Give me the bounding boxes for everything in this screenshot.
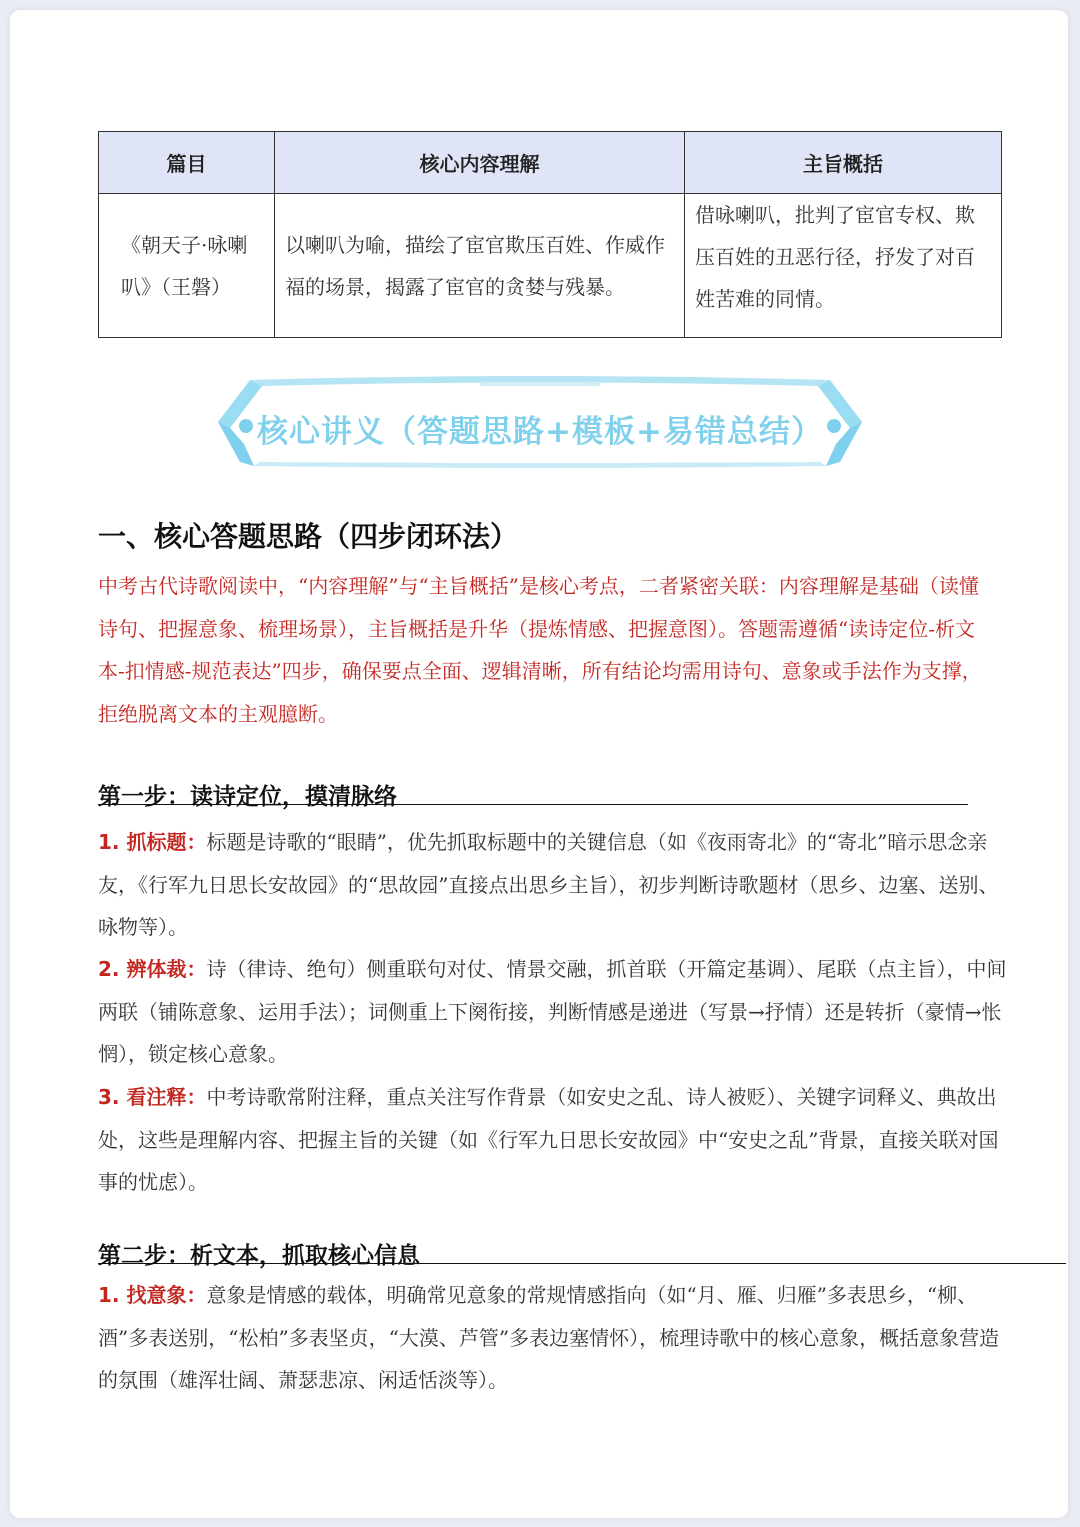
item-text: 中考诗歌常附注释，重点关注写作背景（如安史之乱、诗人被贬）、关键字词释义、典故出处，这些是理解内容、把握主旨的关键（如《行军九日思长安故园》中“安史之乱”背景，直接关联对国事的忧虑）。 (98, 1085, 999, 1194)
step1-underline (98, 804, 968, 805)
table-header-row (99, 132, 1002, 194)
item-label: 3. 看注释： (98, 1085, 207, 1109)
list-item (98, 821, 1010, 949)
item-text: 意象是情感的载体，明确常见意象的常规情感指向（如“月、雁、归雁”多表思乡，“柳、酒”多表送别，“松柏”多表坚贞，“大漠、芦管”多表边塞情怀），梳理诗歌中的核心意象，概括意象营造的氛围（雄浑壮阔、萧瑟悲凉、闲适恬淡等）。 (98, 1283, 1000, 1392)
banner-title: 核心讲义（答题思路+模板+易错总结） (257, 414, 823, 450)
item-label: 1. 找意象： (98, 1283, 207, 1307)
step2-heading: 第二步：析文本，抓取核心信息 (98, 1243, 420, 1269)
section-banner (210, 370, 870, 476)
table-row (99, 194, 1002, 338)
table-cell-content: 以喇叭为喻，描绘了宦官欺压百姓、作威作福的场景，揭露了宦官的贪婪与残暴。 (275, 194, 685, 338)
item-text: 诗（律诗、绝句）侧重联句对仗、情景交融，抓首联（开篇定基调）、尾联（点主旨），中间两联（铺陈意象、运用手法）；词侧重上下阕衔接，判断情感是递进（写景→抒情）还是转折（豪情→怅惘），锁定核心意象。 (98, 957, 1007, 1066)
item-label: 1. 抓标题： (98, 830, 207, 854)
list-item (98, 948, 1010, 1076)
item-text: 标题是诗歌的“眼睛”，优先抓取标题中的关键信息（如《夜雨寄北》的“寄北”暗示思念亲友，《行军九日思长安故园》的“思故园”直接点出思乡主旨），初步判断诗歌题材（思乡、边塞、送别、咏物等）。 (98, 830, 999, 939)
step1-heading: 第一步：读诗定位，摸清脉络 (98, 784, 397, 810)
table-header-cell: 篇目 (99, 132, 275, 194)
poem-table (98, 131, 1002, 338)
step2-underline (98, 1263, 1066, 1264)
intro-paragraph: 中考古代诗歌阅读中，“内容理解”与“主旨概括”是核心考点，二者紧密关联：内容理解是基础（读懂诗句、把握意象、梳理场景），主旨概括是升华（提炼情感、把握意图）。答题需遵循“读诗定位-析文本-扣情感-规范表达”四步，确保要点全面、逻辑清晰，所有结论均需用诗句、意象或手法作为支撑，拒绝脱离文本的主观臆断。 (98, 574, 982, 726)
list-item (98, 1274, 1010, 1402)
list-item (98, 1076, 1010, 1204)
table-cell-theme: 借咏喇叭，批判了宦官专权、欺压百姓的丑恶行径，抒发了对百姓苦难的同情。 (685, 194, 1002, 338)
table-header-cell: 核心内容理解 (275, 132, 685, 194)
section-heading: 一、核心答题思路（四步闭环法） (98, 520, 519, 553)
table-header-cell: 主旨概括 (685, 132, 1002, 194)
item-label: 2. 辨体裁： (98, 957, 207, 981)
table-cell-title: 《朝天子·咏喇叭》（王磐） (99, 194, 275, 338)
